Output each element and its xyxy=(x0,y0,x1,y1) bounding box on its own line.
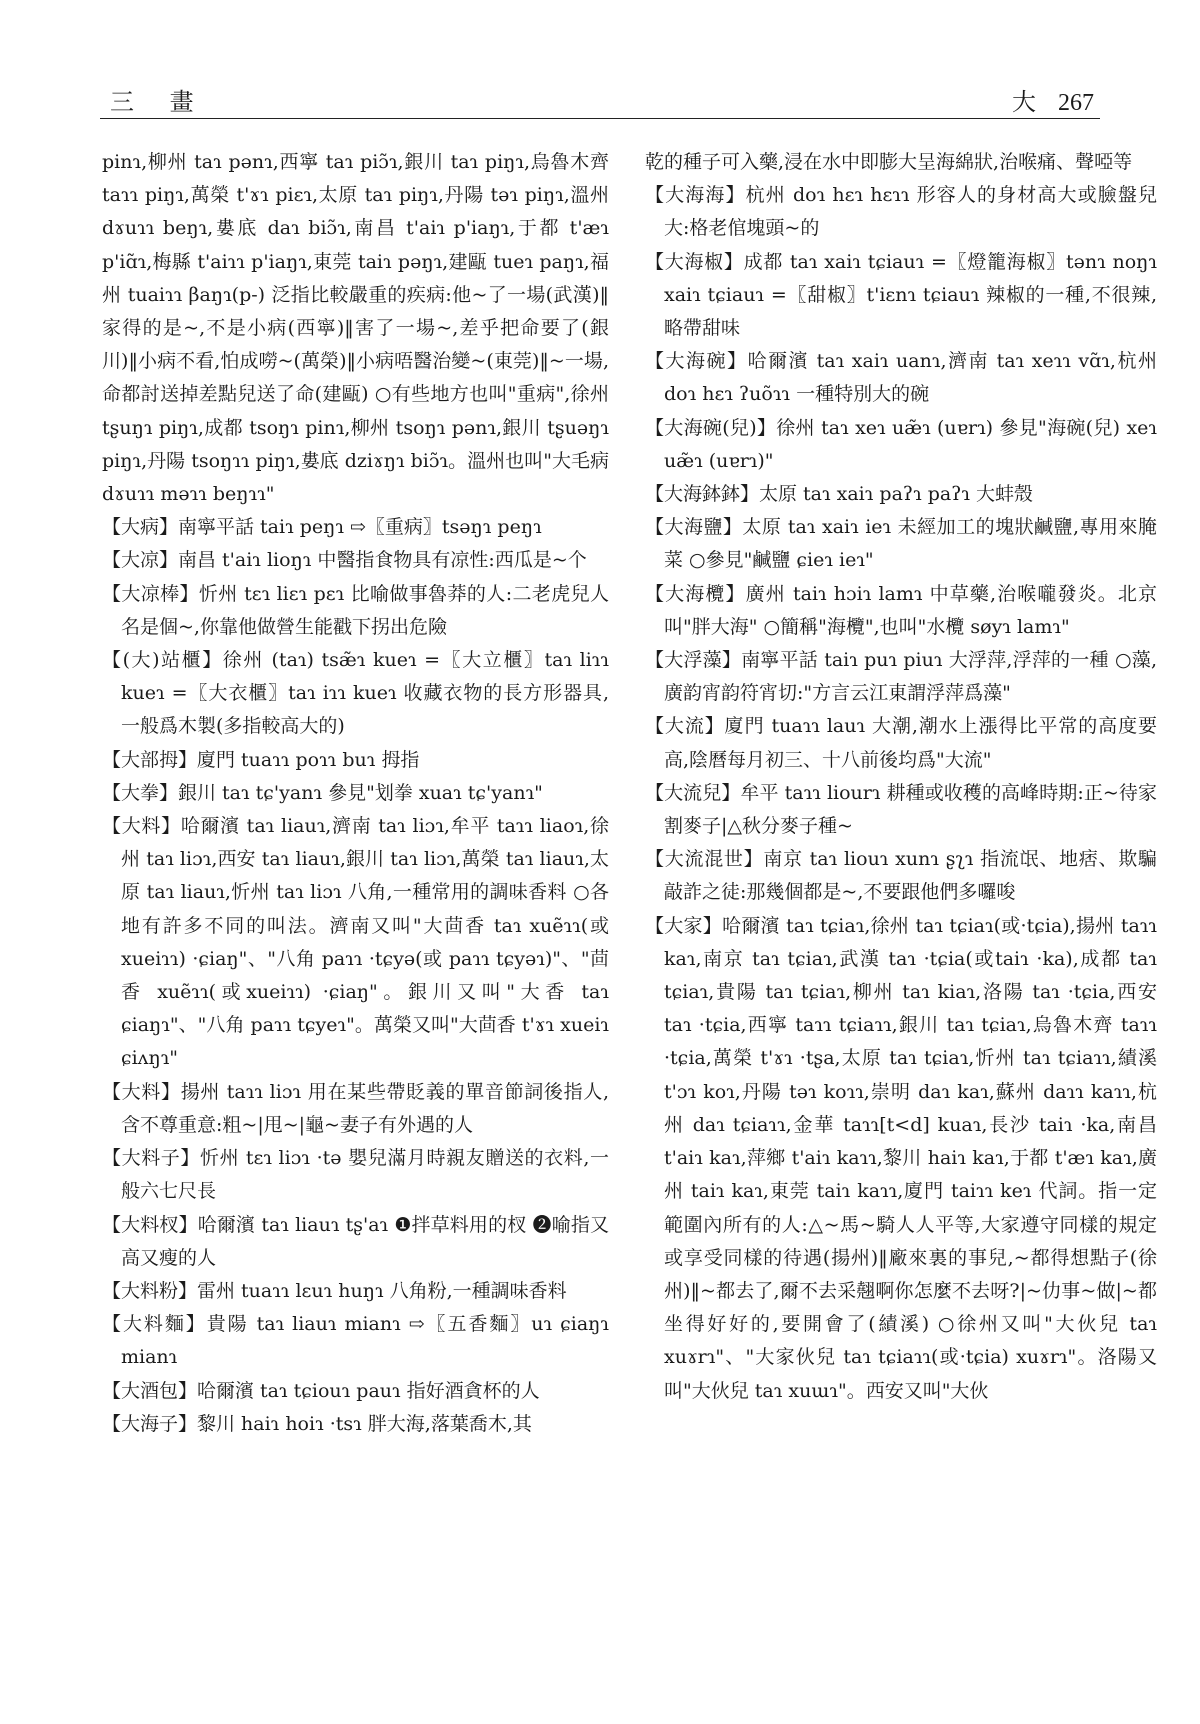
dictionary-entry: 【大病】南寧平話 taiɿ peŋɿ ⇨〖重病〗tsəŋɿ peŋɿ xyxy=(102,516,542,539)
page-number: 267 xyxy=(1058,90,1094,116)
dictionary-entry: 【大酒包】哈爾濱 taɿ tɕiouɿ pauɿ 指好酒貪杯的人 xyxy=(102,1379,540,1402)
dictionary-entry: 【大料】揚州 taɿɿ liɔɿ 用在某些帶貶義的單音節詞後指人,含不尊重意:粗~|甩~|龜~妻子有外遇的人 xyxy=(102,1080,609,1136)
dictionary-entry: 【大流】廈門 tuaɿɿ lauɿ 大潮,潮水上漲得比平常的高度要高,陰曆每月初三、十八前後均爲"大流" xyxy=(645,715,1157,771)
dictionary-entry: 【大浮藻】南寧平話 taiɿ puɿ piuɿ 大浮萍,浮萍的一種 ○藻,廣韵宵韵符宵切:"方言云江東謂浮萍爲藻" xyxy=(645,649,1157,705)
dictionary-entry: 【大海欖】廣州 taiɿ hɔiɿ lamɿ 中草藥,治喉嚨發炎。北京叫"胖大海" ○簡稱"海欖",也叫"水欖 søyɿ lamɿ" xyxy=(645,582,1157,638)
dictionary-entry: 【大海鉢鉢】太原 taɿ xaiɿ paʔɿ paʔɿ 大蚌殼 xyxy=(645,483,1034,506)
right-column xyxy=(645,146,1157,1408)
dictionary-entry: 【大海子】黎川 haiɿ hoiɿ ·tsɿ 胖大海,落葉喬木,其 xyxy=(102,1412,532,1435)
dictionary-entry: 【大家】哈爾濱 taɿ tɕiaɿ,徐州 taɿ tɕiaɿ(或·tɕia),揚州 taɿɿ kaɿ,南京 taɿ tɕiaɿ,武漢 taɿ ·tɕia(或taiɿ ·ka),成都 taɿ tɕiaɿ,貴陽 taɿ tɕiaɿ,柳州 taɿ kiaɿ,洛陽 taɿ ·tɕia,西安 taɿ ·tɕia,西寧 taɿɿ tɕiaɿɿ,銀川 taɿ tɕiaɿ,烏魯木齊 taɿɿ ·tɕia,萬榮 t'ɤɿ ·tʂa,太原 taɿ tɕiaɿ,忻州 taɿ tɕiaɿɿ,績溪 t'ɔɿ koɿ,丹陽 təɿ koɿɿ,崇明 daɿ kaɿ,蘇州 daɿɿ kaɿɿ,杭州 daɿ tɕiaɿɿ,金華 taɿɿ[t<d] kuaɿ,長沙 taiɿ ·ka,南昌 t'aiɿ kaɿ,萍鄉 t'aiɿ kaɿɿ,黎川 haiɿ kaɿ,于都 t'æɿ kaɿ,廣州 taiɿ kaɿ,東莞 taiɿ kaɿɿ,廈門 taiɿɿ keɿ 代詞。指一定範圍內所有的人:△~馬~騎人人平等,大家遵守同樣的規定或享受同樣的待遇(揚州)‖廠來裏的事兒,~都得想點子(徐州)‖~都去了,爾不去采翹啊你怎麼不去呀?|~仂事~做|~都坐得好好的,要開會了(績溪) ○徐州又叫"大伙兒 taɿ xuɤrɿ"、"大家伙兒 taɿ tɕiaɿɿ(或·tɕia) xuɤrɿ"。洛陽又叫"大伙兒 taɿ xuɯɿ"。西安又叫"大伙 xyxy=(645,914,1157,1402)
header-rule xyxy=(100,118,1100,119)
left-column xyxy=(102,146,609,1441)
dictionary-entry: 【大料粉】雷州 tuaɿɿ lɛuɿ huŋɿ 八角粉,一種調味香料 xyxy=(102,1279,567,1302)
dictionary-entry: pinɿ,柳州 taɿ pənɿ,西寧 taɿ piɔ̃ɿ,銀川 taɿ piŋɿ,烏魯木齊 taɿɿ piŋɿ,萬榮 t'ɤɿ piɛɿ,太原 taɿ piŋɿ,丹陽 təɿ piŋɿ,溫州 dɤuɿɿ beŋɿ,婁底 daɿ biɔ̃ɿ,南昌 t'aiɿ p'iaŋɿ,于都 t'æɿ p'iɑ̃ɿ,梅縣 t'aiɿɿ p'iaŋɿ,東莞 taiɿ pəŋɿ,建甌 tueɿ paŋɿ,福州 tuaiɿɿ βaŋɿ(p-) 泛指比較嚴重的疾病:他~了一場(武漢)‖家得的是~,不是小病(西寧)‖害了一場~,差乎把命要了(銀川)‖小病不看,怕成嘮~(萬榮)‖小病唔醫治變~(東莞)‖~一場,命都討送掉差點兒送了命(建甌) ○有些地方也叫"重病",徐州 tʂuŋɿ piŋɿ,成都 tsoŋɿ pinɿ,柳州 tsoŋɿ pənɿ,銀川 tʂuəŋɿ piŋɿ,丹陽 tsoŋɿɿ piŋɿ,婁底 dziɤŋɿ biɔ̃ɿ。溫州也叫"大毛病 dɤuɿɿ məɿɿ beŋɿɿ" xyxy=(102,151,609,506)
dictionary-entry: 【大凉棒】忻州 tɛɿ liɛɿ pɛɿ 比喻做事魯莽的人:二老虎兒人名是個~,你靠他做營生能戳下拐出危險 xyxy=(102,582,609,638)
dictionary-entry: 【大凉】南昌 t'aiɿ lioŋɿ 中醫指食物具有凉性:西瓜是~个 xyxy=(102,549,587,572)
page-header xyxy=(100,78,1100,118)
dictionary-entry: 【大海椒】成都 taɿ xaiɿ tɕiauɿ =〖燈籠海椒〗tənɿ noŋɿ xaiɿ tɕiauɿ =〖甜椒〗t'iɛnɿ tɕiauɿ 辣椒的一種,不很辣,略帶甜味 xyxy=(645,250,1157,340)
dictionary-entry: 【大料麵】貴陽 taɿ liauɿ mianɿ ⇨〖五香麵〗uɿ ɕiaŋɿ mianɿ xyxy=(102,1313,609,1369)
dictionary-entry: 【大料】哈爾濱 taɿ liauɿ,濟南 taɿ liɔɿ,牟平 taɿɿ liaoɿ,徐州 taɿ liɔɿ,西安 taɿ liauɿ,銀川 taɿ liɔɿ,萬榮 taɿ liauɿ,太原 taɿ liauɿ,忻州 taɿ liɔɿ 八角,一種常用的調味香料 ○各地有許多不同的叫法。濟南又叫"大茴香 taɿ xuẽɿɿ(或 xueiɿɿ) ·ɕiaŋ"、"八角 paɿɿ ·tɕyə(或 paɿɿ tɕyəɿ)"、"茴香 xuẽɿɿ(或xueiɿɿ) ·ɕiaŋ"。銀川又叫"大香 taɿ ɕiaŋɿ"、"八角 paɿɿ tɕyeɿ"。萬榮又叫"大茴香 t'ɤɿ xueiɿ ɕiʌŋɿ" xyxy=(102,815,609,1070)
headword: 大 xyxy=(1012,88,1036,116)
running-head xyxy=(1012,82,1094,117)
dictionary-entry: 【大海碗】哈爾濱 taɿ xaiɿ uanɿ,濟南 taɿ xeɿɿ vɑ̃ɿ,杭州 doɿ hɛɿ ʔuõɿɿ 一種特別大的碗 xyxy=(645,350,1157,406)
dictionary-entry: 【大流兒】牟平 taɿɿ liourɿ 耕種或收穫的高峰時期:正~待家割麥子|△秋分麥子種~ xyxy=(645,781,1157,838)
dictionary-entry: 【大部拇】廈門 tuaɿɿ poɿɿ buɿ 拇指 xyxy=(102,748,420,771)
section-title: 三 畫 xyxy=(110,88,208,116)
dictionary-entry: 【大流混世】南京 taɿ liouɿ xunɿ ʂʅɿ 指流氓、地痞、欺騙敲詐之徒:那幾個都是~,不要跟他們多囉唆 xyxy=(645,848,1157,904)
dictionary-entry: 【大拳】銀川 taɿ tɕ'yanɿ 參見"划拳 xuaɿ tɕ'yanɿ" xyxy=(102,781,543,804)
dictionary-entry: 【(大)站櫃】徐州 (taɿ) tsæ̃ɿ kueɿ =〖大立櫃〗taɿ liɿɿ kueɿ =〖大衣櫃〗taɿ iɿɿ kueɿ 收藏衣物的長方形器具,一般爲木製(多指較高大的) xyxy=(102,649,609,738)
dictionary-entry: 【大海鹽】太原 taɿ xaiɿ ieɿ 未經加工的塊狀鹹鹽,專用來腌菜 ○參見"鹹鹽 ɕieɿ ieɿ" xyxy=(645,516,1157,572)
dictionary-entry: 【大海海】杭州 doɿ hɛɿ hɛɿɿ 形容人的身材高大或臉盤兒大:格老倌塊頭~的 xyxy=(645,184,1157,240)
dictionary-entry: 乾的種子可入藥,浸在水中即膨大呈海綿狀,治喉痛、聲啞等 xyxy=(645,151,1133,173)
dictionary-entry: 【大海碗(兒)】徐州 taɿ xeɿ uæ̃ɿ (uɐrɿ) 參見"海碗(兒) xeɿ uæ̃ɿ (uɐrɿ)" xyxy=(645,416,1157,472)
dictionary-entry: 【大料子】忻州 tɛɿ liɔɿ ·tə 嬰兒滿月時親友贈送的衣料,一般六七尺長 xyxy=(102,1147,609,1203)
dictionary-entry: 【大料杈】哈爾濱 taɿ liauɿ tʂ'aɿ ❶拌草料用的杈 ❷喻指又高又瘦的人 xyxy=(102,1213,609,1269)
